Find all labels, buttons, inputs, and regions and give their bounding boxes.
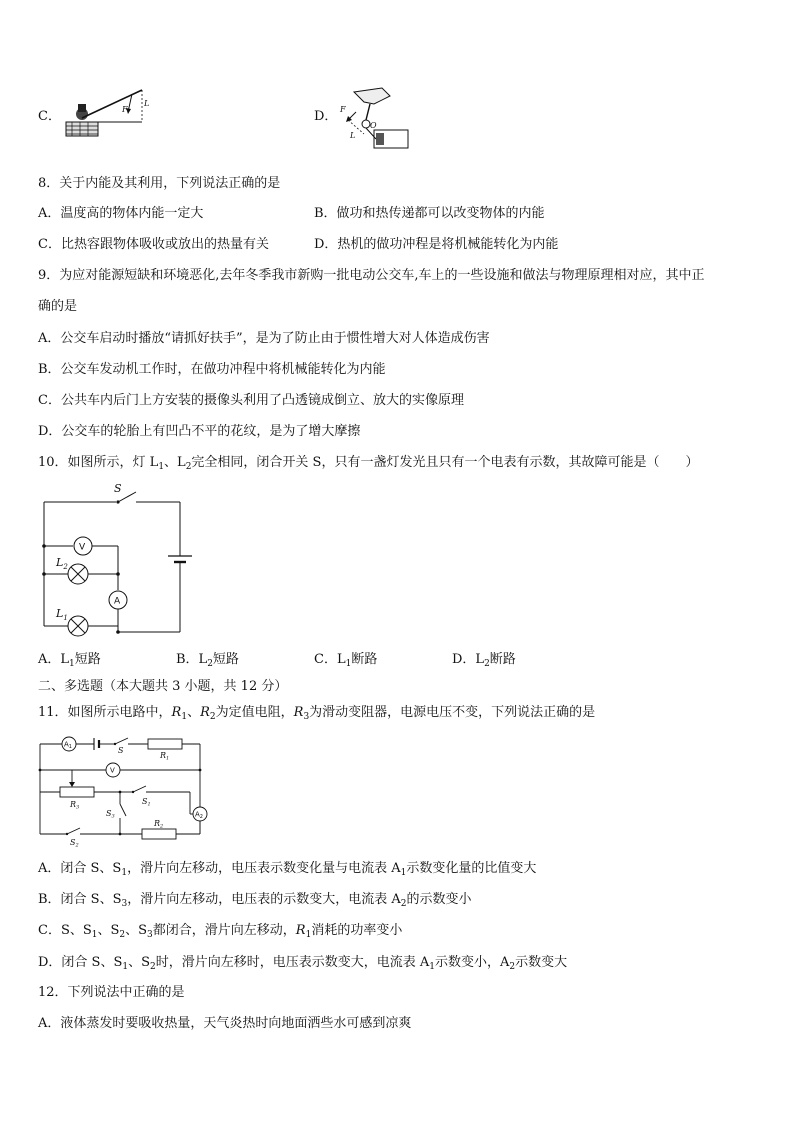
- q9-option-c: C．公共车内后门上方安装的摄像头利用了凸透镜成倒立、放大的实像原理: [38, 393, 464, 408]
- s1-label: S1: [142, 797, 151, 808]
- q10-circuit-diagram: [38, 480, 198, 640]
- section-heading: 二、多选题（本大题共 3 小题，共 12 分）: [38, 679, 288, 694]
- lamp1-label: $L_1$: [56, 607, 68, 622]
- q10-option-b: B．$L_2$短路: [176, 652, 239, 669]
- q11-option-b: B．闭合 S、$S_3$，滑片向左移动，电压表的示数变大，电流表 $A_2$的示数变小: [38, 892, 472, 909]
- q9-option-b: B．公交车发动机工作时，在做功冲程中将机械能转化为内能: [38, 362, 386, 377]
- lever-figure-c: [62, 84, 152, 154]
- r1-label: R1: [160, 751, 170, 762]
- s3-label: S3: [106, 809, 115, 820]
- q9-option-d: D．公交车的轮胎上有凹凸不平的花纹，是为了增大摩擦: [38, 424, 361, 439]
- switch-s-label: S: [118, 746, 124, 755]
- q11-stem: 11．如图所示电路中，$R_1$、$R_2$为定值电阻，$R_3$为滑动变阻器，电源电压不变，下列说法正确的是: [38, 705, 596, 722]
- q10-option-a: A．$L_1$短路: [38, 652, 101, 669]
- switch-label: S: [114, 482, 122, 495]
- r2-label: R2: [154, 819, 164, 830]
- q9-option-a: A．公交车启动时播放“请抓好扶手”，是为了防止由于惯性增大对人体造成伤害: [38, 331, 490, 346]
- lamp2-label: $L_2$: [56, 556, 68, 571]
- q10-stem: 10．如图所示，灯 $L_1$、$L_2$完全相同，闭合开关 S，只有一盏灯发光且只有一个电表有示数，其故障可能是（ ）: [38, 455, 699, 472]
- q11-option-a: A．闭合 S、$S_1$，滑片向左移动，电压表示数变化量与电流表 $A_1$示数变化量的比值变大: [38, 861, 537, 878]
- ammeter-label: A: [114, 596, 121, 607]
- voltmeter-label: V: [79, 542, 86, 553]
- option-d-label: D．: [314, 109, 338, 124]
- q10-option-d: D．$L_2$断路: [452, 652, 516, 669]
- force-label-d: F: [340, 105, 346, 114]
- q8-option-a: A．温度高的物体内能一定大: [38, 206, 204, 221]
- lever-figure-d: [334, 82, 414, 154]
- r3-label: R3: [70, 800, 80, 811]
- arm-label-d: L: [350, 131, 356, 140]
- a2-meter-label: $A_2$: [195, 810, 203, 820]
- q12-stem: 12．下列说法中正确的是: [38, 985, 185, 1000]
- q9-stem-line1: 9．为应对能源短缺和环境恶化,去年冬季我市新购一批电动公交车,车上的一些设施和做法与物理原理相对应，其中正: [38, 268, 705, 283]
- q8-option-c: C．比热容跟物体吸收或放出的热量有关: [38, 237, 269, 252]
- pivot-label-d: O: [370, 121, 377, 130]
- q8-stem: 8．关于内能及其利用，下列说法正确的是: [38, 176, 281, 191]
- q8-option-d: D．热机的做功冲程是将机械能转化为内能: [314, 237, 559, 252]
- v-meter-label: V: [110, 766, 115, 775]
- q10-option-c: C．$L_1$断路: [314, 652, 378, 669]
- q11-option-c: C．S、$S_1$、$S_2$、$S_3$都闭合，滑片向左移动，$R_1$消耗的功率变小: [38, 923, 403, 940]
- force-label-c: F: [122, 105, 128, 114]
- arm-label-c: L: [144, 99, 150, 108]
- option-c-label: C．: [38, 109, 61, 124]
- a1-meter-label: $A_1$: [64, 740, 72, 750]
- q9-stem-line2: 确的是: [38, 299, 78, 314]
- q11-option-d: D．闭合 S、$S_1$、$S_2$时，滑片向左移时，电压表示数变大，电流表 $A_1$示数变小，$A_2$示数变大: [38, 955, 568, 972]
- s2-label: S2: [70, 838, 79, 849]
- q12-option-a: A．液体蒸发时要吸收热量，天气炎热时向地面洒些水可感到凉爽: [38, 1016, 412, 1031]
- q8-option-b: B．做功和热传递都可以改变物体的内能: [314, 206, 545, 221]
- q11-circuit-diagram: [38, 734, 218, 849]
